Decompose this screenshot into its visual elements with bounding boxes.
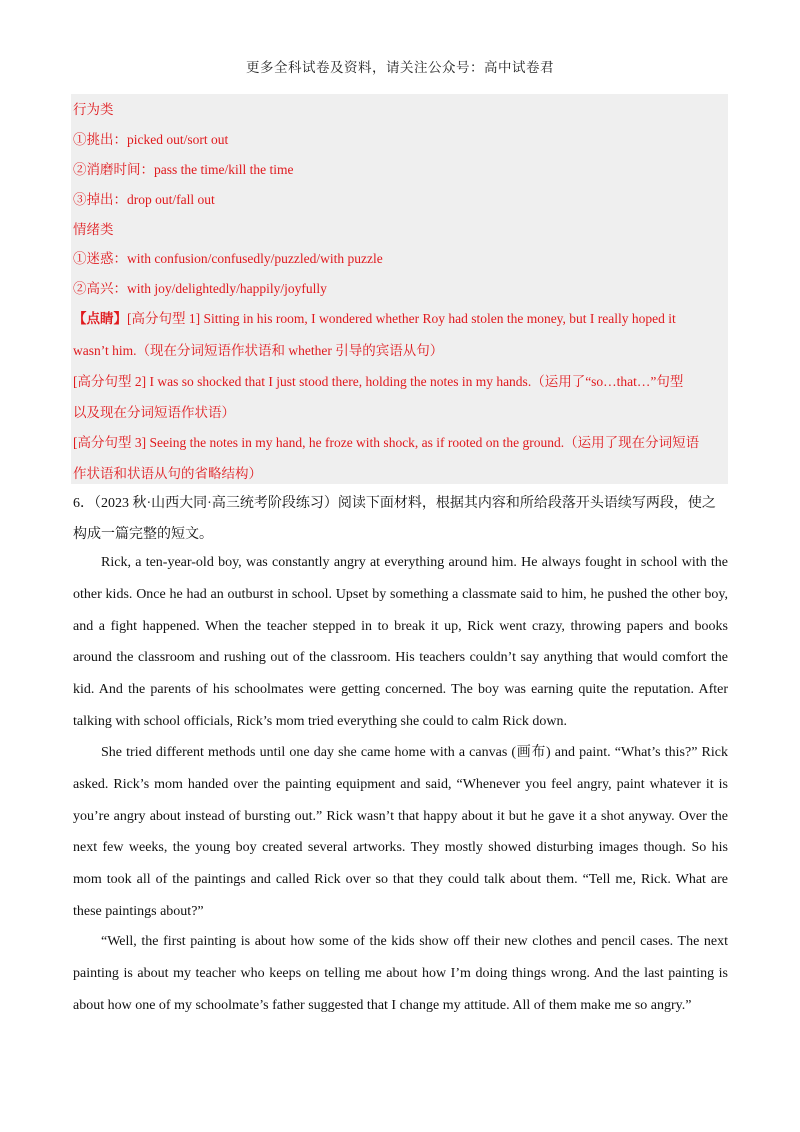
- phrase-item: ①迷惑：with confusion/confusedly/puzzled/with puzzle: [73, 251, 383, 266]
- page-header: 更多全科试卷及资料，请关注公众号：高中试卷君: [246, 60, 554, 75]
- sentence-pattern-2-cont: 以及现在分词短语作状语）: [73, 405, 235, 420]
- category-heading-behavior: 行为类: [73, 102, 114, 117]
- passage-paragraph-3: “Well, the first painting is about how some of the kids show off their new clothes and pencil cases. The next painting is about my teacher who keeps on telling me about how I’m doing things wrong. And the last painting is about how one of my schoolmate’s father suggested that I change my attitude. All of them make me so angry.”: [73, 934, 728, 1013]
- sentence-pattern-3-cont: 作状语和状语从句的省略结构）: [73, 466, 262, 481]
- question-intro-line-1: 6．（2023 秋·山西大同·高三统考阶段练习）阅读下面材料，根据其内容和所给段落开头语续写两段，使之: [73, 496, 716, 511]
- question-intro-line-2: 构成一篇完整的短文。: [73, 527, 213, 542]
- passage-paragraph-2: She tried different methods until one day she came home with a canvas (画布) and paint. “What’s this?” Rick asked. Rick’s mom handed over the painting equipment and said, “Whenever you feel angry, paint whatever it is you’re angry about instead of bursting out.” Rick wasn’t that happy about it but he gave it a shot anyway. Over the next few weeks, the young boy created several artworks. They mostly showed disturbing images though. So his mom took all of the paintings and called Rick over so that they could talk about them. “Tell me, Rick. What are these paintings about?”: [73, 745, 728, 919]
- sentence-pattern-1: [73, 307, 676, 327]
- sentence-pattern-3: [高分句型 3] Seeing the notes in my hand, he froze with shock, as if rooted on the ground.（运用了现在分词短语: [73, 435, 700, 450]
- highlight-label: 【点睛】: [73, 311, 127, 326]
- passage-paragraph-1: Rick, a ten-year-old boy, was constantly angry at everything around him. He always fought in school with the other kids. Once he had an outburst in school. Upset by something a classmate said to him, he pushed the other boy, and a fight happened. When the teacher stepped in to break it up, Rick went crazy, throwing papers and books around the classroom and rushing out of the classroom. His teachers couldn’t say anything that would comfort the kid. And the parents of his schoolmates were getting concerned. The boy was earning quite the reputation. After talking with school officials, Rick’s mom tried everything she could to calm Rick down.: [73, 555, 728, 729]
- sentence-pattern-1-text: [高分句型 1] Sitting in his room, I wondered whether Roy had stolen the money, but I really hoped it: [127, 311, 676, 326]
- phrase-item: ②高兴：with joy/delightedly/happily/joyfully: [73, 281, 327, 296]
- phrase-item: ①挑出：picked out/sort out: [73, 132, 229, 147]
- phrase-item: ③掉出：drop out/fall out: [73, 192, 215, 207]
- sentence-pattern-1-cont: wasn’t him.（现在分词短语作状语和 whether 引导的宾语从句）: [73, 343, 444, 358]
- answer-explanation-box: [71, 94, 728, 484]
- category-heading-emotion: 情绪类: [73, 222, 114, 237]
- phrase-item: ②消磨时间：pass the time/kill the time: [73, 162, 294, 177]
- question-intro: [73, 488, 728, 550]
- sentence-pattern-2: [高分句型 2] I was so shocked that I just stood there, holding the notes in my hands.（运用了“so…that…”句型: [73, 374, 684, 389]
